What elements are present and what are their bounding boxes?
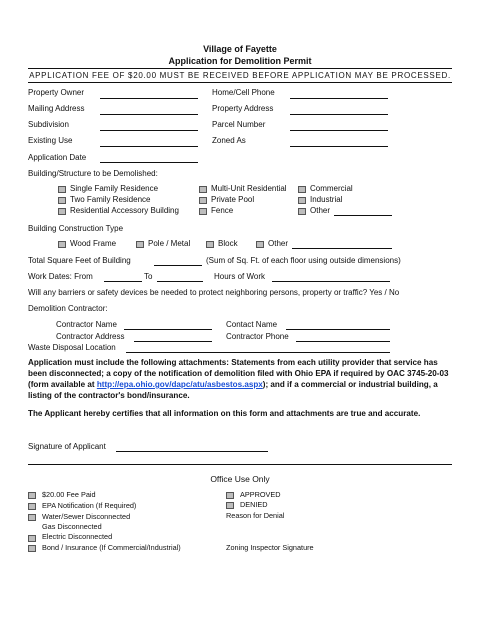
parcel-number-label: Parcel Number [212,120,266,129]
mailing-address-label: Mailing Address [28,104,85,113]
form-subtitle: Application for Demolition Permit [168,56,312,66]
construction-type-label: Building Construction Type [28,224,124,233]
contact-name-label: Contact Name [226,320,278,329]
two-family-checkbox[interactable] [58,197,66,204]
contractor-address-field[interactable] [134,341,212,342]
attachments-text-before: Application must include the following attachments: Statements from each utility provider that service has been disconnected; a copy of the notification of demolition filed with Ohio EPA if required by OAC 3745-20-03 (form available at [28,358,449,389]
commercial-checkbox[interactable] [298,186,306,193]
structure-label: Building/Structure to be Demolished: [28,169,158,178]
block-label: Block [218,239,238,248]
contractor-phone-label: Contractor Phone [226,332,289,341]
block-checkbox[interactable] [206,241,214,248]
residential-accessory-checkbox[interactable] [58,208,66,215]
certification-statement: The Applicant hereby certifies that all information on this form and attachments are true and accurate. [28,409,421,418]
property-address-field[interactable] [290,114,388,115]
electric-checkbox[interactable] [28,535,36,542]
electric-disconnected-label: Electric Disconnected [42,532,113,541]
fee-paid-checkbox[interactable] [28,492,36,499]
attachments-text-after: ); and if a commercial or industrial building, a listing of the contractor's bond/insurance. [28,380,438,400]
home-phone-field[interactable] [290,98,388,99]
property-owner-label: Property Owner [28,88,85,97]
other-construction-field[interactable] [292,248,392,249]
single-family-checkbox[interactable] [58,186,66,193]
square-feet-label: Total Square Feet of Building [28,256,131,265]
epa-link[interactable]: http://epa.ohio.gov/dapc/atu/asbestos.aspx [96,380,263,389]
pole-metal-label: Pole / Metal [148,239,191,248]
two-family-label: Two Family Residence [70,195,151,204]
fence-label: Fence [211,206,234,215]
header-rule-bottom [28,82,452,83]
denied-label: DENIED [240,500,268,509]
epa-notification-checkbox[interactable] [28,503,36,510]
work-from-field[interactable] [104,281,142,282]
application-date-label: Application Date [28,153,87,162]
signature-label: Signature of Applicant [28,442,106,451]
pole-metal-checkbox[interactable] [136,241,144,248]
office-use-title: Office Use Only [210,474,270,484]
contact-name-field[interactable] [286,329,390,330]
approved-label: APPROVED [240,490,281,499]
inspector-signature-label: Zoning Inspector Signature [226,543,314,552]
multi-unit-checkbox[interactable] [199,186,207,193]
contractor-name-field[interactable] [124,329,212,330]
single-family-label: Single Family Residence [70,184,159,193]
form-title: Village of Fayette [203,44,277,54]
mailing-address-field[interactable] [100,114,198,115]
other-structure-checkbox[interactable] [298,208,306,215]
subdivision-label: Subdivision [28,120,69,129]
private-pool-checkbox[interactable] [199,197,207,204]
gas-disconnected-label: Gas Disconnected [42,522,102,531]
application-date-field[interactable] [100,162,198,163]
work-to-field[interactable] [157,281,203,282]
work-dates-label: Work Dates: From [28,272,93,281]
waste-disposal-label: Waste Disposal Location [28,343,116,352]
water-sewer-checkbox[interactable] [28,514,36,521]
work-to-label: To [144,272,153,281]
denied-checkbox[interactable] [226,502,234,509]
hours-of-work-field[interactable] [272,281,390,282]
fence-checkbox[interactable] [199,208,207,215]
home-phone-label: Home/Cell Phone [212,88,275,97]
other-structure-field[interactable] [334,215,392,216]
waste-disposal-field[interactable] [126,352,390,353]
zoned-as-label: Zoned As [212,136,246,145]
barriers-question: Will any barriers or safety devices be needed to protect neighboring persons, property or traffic? Yes / No [28,288,400,297]
fee-paid-label: $20.00 Fee Paid [42,490,96,499]
industrial-checkbox[interactable] [298,197,306,204]
contractor-phone-field[interactable] [296,341,390,342]
existing-use-field[interactable] [100,146,198,147]
bond-insurance-checkbox[interactable] [28,545,36,552]
attachments-paragraph [28,357,452,401]
office-divider [28,464,452,465]
wood-frame-checkbox[interactable] [58,241,66,248]
reason-for-denial-label: Reason for Denial [226,511,285,520]
bond-insurance-label: Bond / Insurance (If Commercial/Industrial) [42,543,181,552]
commercial-label: Commercial [310,184,353,193]
private-pool-label: Private Pool [211,195,255,204]
signature-field[interactable] [116,451,268,452]
approved-checkbox[interactable] [226,492,234,499]
parcel-number-field[interactable] [290,130,388,131]
other-structure-label: Other [310,206,331,215]
contractor-name-label: Contractor Name [56,320,117,329]
industrial-label: Industrial [310,195,343,204]
property-owner-field[interactable] [100,98,198,99]
contractor-section-label: Demolition Contractor: [28,304,108,313]
other-construction-checkbox[interactable] [256,241,264,248]
square-feet-note: (Sum of Sq. Ft. of each floor using outside dimensions) [206,256,401,265]
subdivision-field[interactable] [100,130,198,131]
square-feet-field[interactable] [154,265,202,266]
multi-unit-label: Multi-Unit Residential [211,184,287,193]
header-rule-top [28,68,452,69]
water-sewer-label: Water/Sewer Disconnected [42,512,131,521]
zoned-as-field[interactable] [290,146,388,147]
fee-notice: APPLICATION FEE OF $20.00 MUST BE RECEIVED BEFORE APPLICATION MAY BE PROCESSED. [29,71,451,80]
other-construction-label: Other [268,239,289,248]
residential-accessory-label: Residential Accessory Building [70,206,179,215]
property-address-label: Property Address [212,104,274,113]
epa-notification-label: EPA Notification (If Required) [42,501,137,510]
wood-frame-label: Wood Frame [70,239,117,248]
existing-use-label: Existing Use [28,136,73,145]
hours-of-work-label: Hours of Work [214,272,265,281]
contractor-address-label: Contractor Address [56,332,125,341]
